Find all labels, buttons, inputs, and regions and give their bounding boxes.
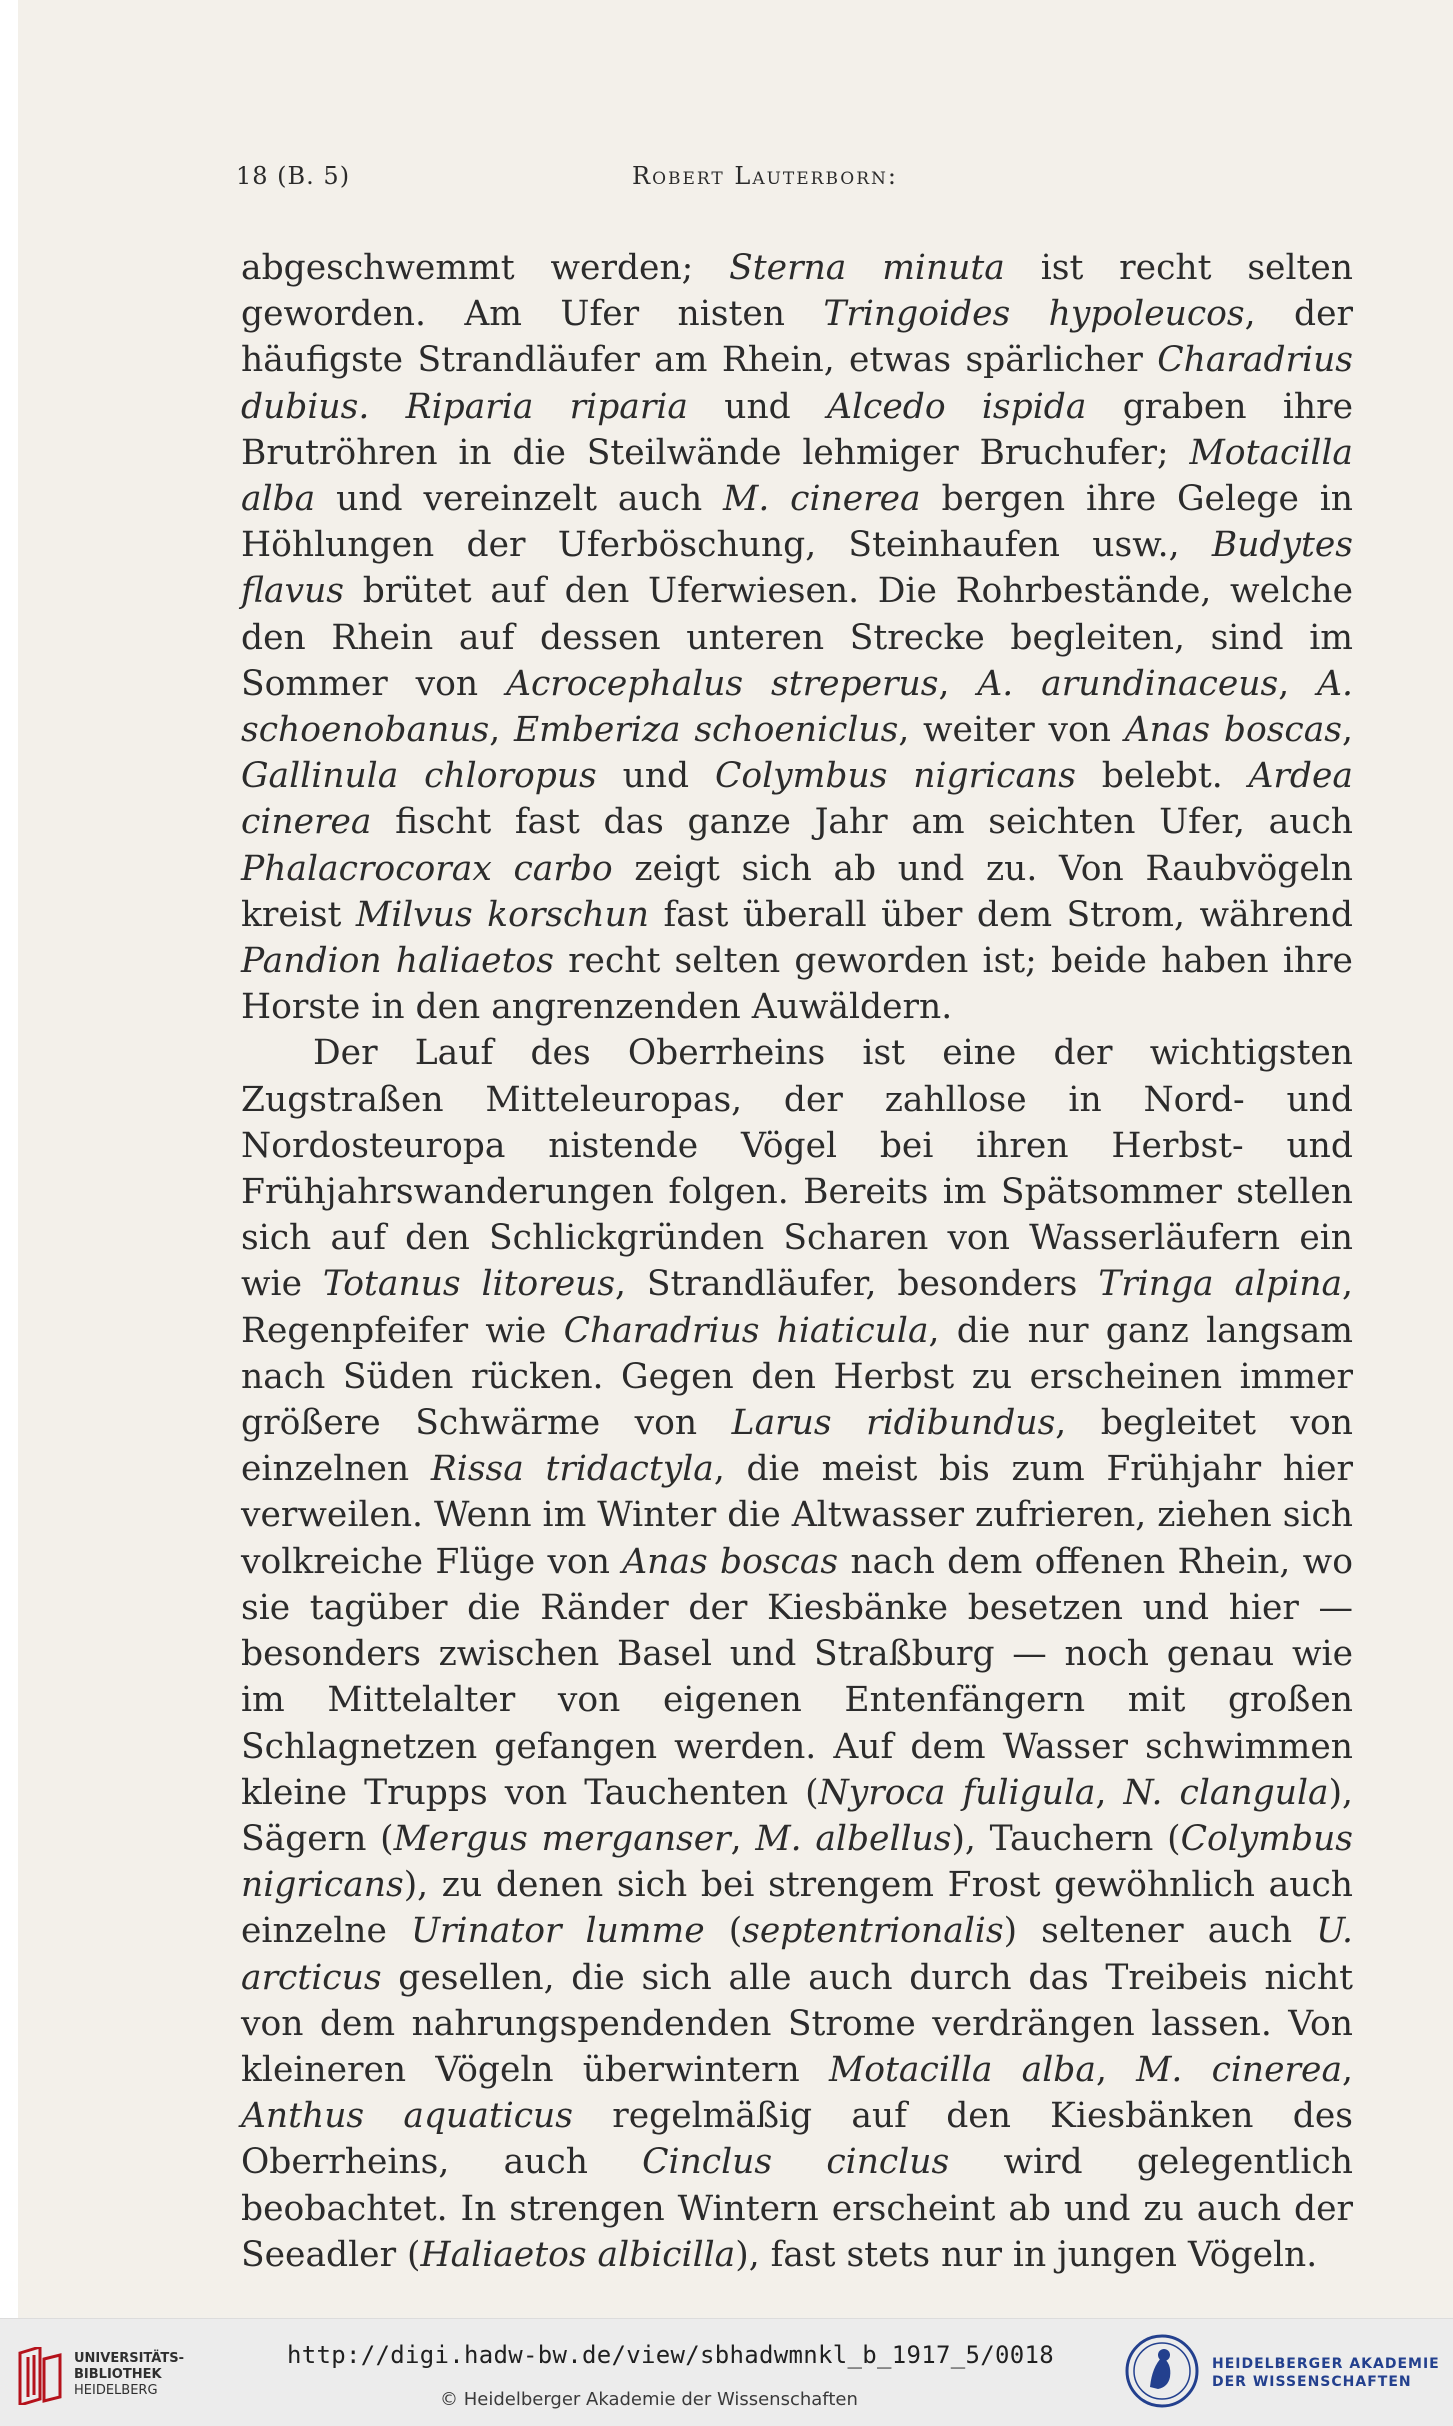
species-name: Ardea cinerea [241,756,1353,843]
species-name: septentrionalis [742,1911,1004,1952]
species-name: Acrocephalus streperus [506,663,939,704]
species-name: Alcedo ispida [827,386,1087,427]
ub-logo-line-2: BIBLIOTHEK [74,2367,162,2382]
species-name: Charadrius hiaticula [563,1310,929,1351]
text-run: abgeschwemmt werden; [241,248,730,288]
species-name: A. schoenobanus [241,663,1353,751]
text-run: , [1278,663,1318,704]
text-run: regelmäßig auf den Kiesbänken des Oberrheins, auch [241,2096,1353,2183]
text-run: , [938,663,978,704]
text-run: , die nur ganz langsam nach Süden rücken. Gegen den Herbst zu erscheinen immer größere Schwärme von [241,1310,1353,1444]
academy-logo-text [1212,2355,1440,2391]
text-run: recht selten geworden ist; beide haben ihre Horste in den angrenzenden Auwäldern. [241,941,1353,1028]
text-run: , begleitet von einzelnen [241,1403,1353,1490]
text-run: , [1095,2049,1137,2090]
species-name: Phalacrocorax carbo [241,848,613,889]
species-name: Anthus aquaticus [241,2096,573,2137]
text-run: und [687,386,828,427]
academy-logo-line-2: DER WISSENSCHAFTEN [1212,2374,1412,2390]
text-run: , der häufigste Strandläufer am Rhein, etwas spärlicher [241,294,1353,381]
species-name: Motacilla alba [828,2049,1096,2090]
text-run: ist recht selten geworden. Am Ufer nisten [241,248,1353,335]
species-name: Pandion haliaetos [241,941,554,982]
species-name: A. arundinaceus [977,663,1279,704]
university-library-logo[interactable] [16,2347,256,2407]
species-name: Rissa tridactyla [430,1449,714,1490]
species-name: Larus ridibundus [731,1403,1056,1444]
text-run: und [596,756,715,797]
species-name: Motacilla alba [241,432,1353,520]
text-run: und vereinzelt auch [315,479,724,520]
text-run: belebt. [1075,756,1249,797]
text-run: ), zu denen sich bei strengem Frost gewöhnlich auch einzelne [241,1865,1353,1952]
text-run: fischt fast das ganze Jahr am seichten Ufer, auch [371,802,1353,843]
ub-logo-line-3: HEIDELBERG [74,2383,158,2398]
footer-bar [0,2318,1453,2426]
text-run: Der Lauf des Oberrheins ist eine der wichtigsten Zugstraßen Mitteleuropas, der zahllose in Nord- und Nordosteuropa nistende Vögel bei ihren Herbst- und Frühjahrswanderungen folgen. Bereits im Spätsommer stellen sich auf den Schlickgründen Scharen von Wasserläufern ein wie [241,1033,1353,1305]
running-header [236,162,898,190]
text-run: wird gelegentlich beobachtet. In strengen Wintern erscheint ab und zu auch der Seeadler ( [241,2142,1353,2275]
academy-seal-icon [1124,2333,1200,2409]
text-run: , die meist bis zum Frühjahr hier verweilen. Wenn im Winter die Altwasser zufrieren, ziehen sich volkreiche Flüge von [241,1449,1353,1582]
species-name: Gallinula chloropus [241,756,597,797]
species-name: U. arcticus [241,1911,1353,1998]
species-name: Charadrius dubius. [241,340,1353,427]
text-run: nach dem offenen Rhein, wo sie tagüber die Ränder der Kiesbänke besetzen und hier — besonders zwischen Basel und Straßburg — noch genau wie im Mittelalter von eigenen Entenfängern mit großen Schlagnetzen gefangen werden. Auf dem Wasser schwimmen kleine Trupps von Tauchenten ( [241,1541,1353,1813]
species-name: Cinclus cinclus [642,2142,950,2183]
text-run: graben ihre Brutröhren in die Steilwände lehmiger Bruchufer; [241,386,1354,473]
academy-logo[interactable] [1124,2333,1440,2413]
academy-logo-line-1: HEIDELBERGER AKADEMIE [1212,2356,1440,2372]
ub-logo-text [74,2351,184,2399]
text-run: brütet auf den Uferwiesen. Die Rohrbestände, welche den Rhein auf dessen unteren Strecke begleiten, sind im Sommer von [241,571,1353,704]
scanned-page [18,0,1453,2318]
text-run: , [489,710,514,751]
species-name: Sterna minuta [729,248,1005,288]
species-name: Riparia riparia [405,386,688,427]
text-run [369,387,405,427]
body-text [241,245,1353,2278]
ub-logo-icon [16,2347,64,2405]
ub-logo-line-1: UNIVERSITÄTS- [74,2351,184,2366]
species-name: Budytes flavus [241,525,1353,612]
permalink-url[interactable]: http://digi.hadw-bw.de/view/sbhadwmnkl_b_1917_5/0018 [287,2341,1054,2369]
species-name: Haliaetos albicilla [420,2234,736,2275]
species-name: Milvus korschun [355,894,650,935]
text-run: , weiter von [898,710,1125,751]
text-run: , [1342,710,1353,751]
paragraph-2 [241,1030,1353,2277]
text-run: , Strandläufer, besonders [615,1264,1099,1305]
species-name: M. cinerea [723,479,921,520]
text-run: ), Sägern ( [241,1772,1353,1859]
text-run: , [1342,2049,1354,2090]
species-name: Tringoides hypoleucos [823,294,1245,335]
species-name: Tringa alpina [1098,1264,1343,1305]
paragraph-1 [241,245,1353,1030]
text-run: ), fast stets nur in jungen Vögeln. [735,2234,1318,2275]
species-name: M. albellus [755,1818,952,1859]
species-name: Urinator lumme [410,1911,705,1952]
species-name: N. clangula [1123,1772,1329,1813]
text-run: zeigt sich ab und zu. Von Raubvögeln kreist [241,848,1353,935]
species-name: Colymbus nigricans [714,756,1076,797]
species-name: Anas boscas [622,1541,839,1582]
species-name: M. cinerea [1136,2049,1343,2090]
running-head-author: Robert Lauterborn: [632,162,898,190]
text-run: fast überall über dem Strom, während [649,894,1353,935]
species-name: Colymbus nigricans [241,1818,1353,1906]
text-run: , [1095,1772,1124,1813]
text-run: gesellen, die sich alle auch durch das Treibeis nicht von dem nahrungspendenden Strome verdrängen lassen. Von kleineren Vögeln überwintern [241,1957,1353,2090]
text-run: , [730,1818,756,1859]
species-name: Anas boscas [1124,710,1343,751]
species-name: Mergus merganser [393,1818,731,1859]
page-number: 18 (B. 5) [236,162,351,190]
species-name: Totanus litoreus [322,1264,616,1305]
species-name: Nyroca fuligula [818,1772,1096,1813]
copyright-notice: © Heidelberger Akademie der Wissenschaften [440,2389,858,2410]
text-run: bergen ihre Gelege in Höhlungen der Uferböschung, Steinhaufen usw., [241,479,1353,566]
text-run: ), Tauchern ( [951,1818,1181,1859]
text-run: ) seltener auch [1003,1911,1317,1952]
text-run: , Regenpfeifer wie [241,1264,1354,1351]
text-run: ( [704,1911,743,1952]
species-name: Emberiza schoeniclus [513,710,899,751]
